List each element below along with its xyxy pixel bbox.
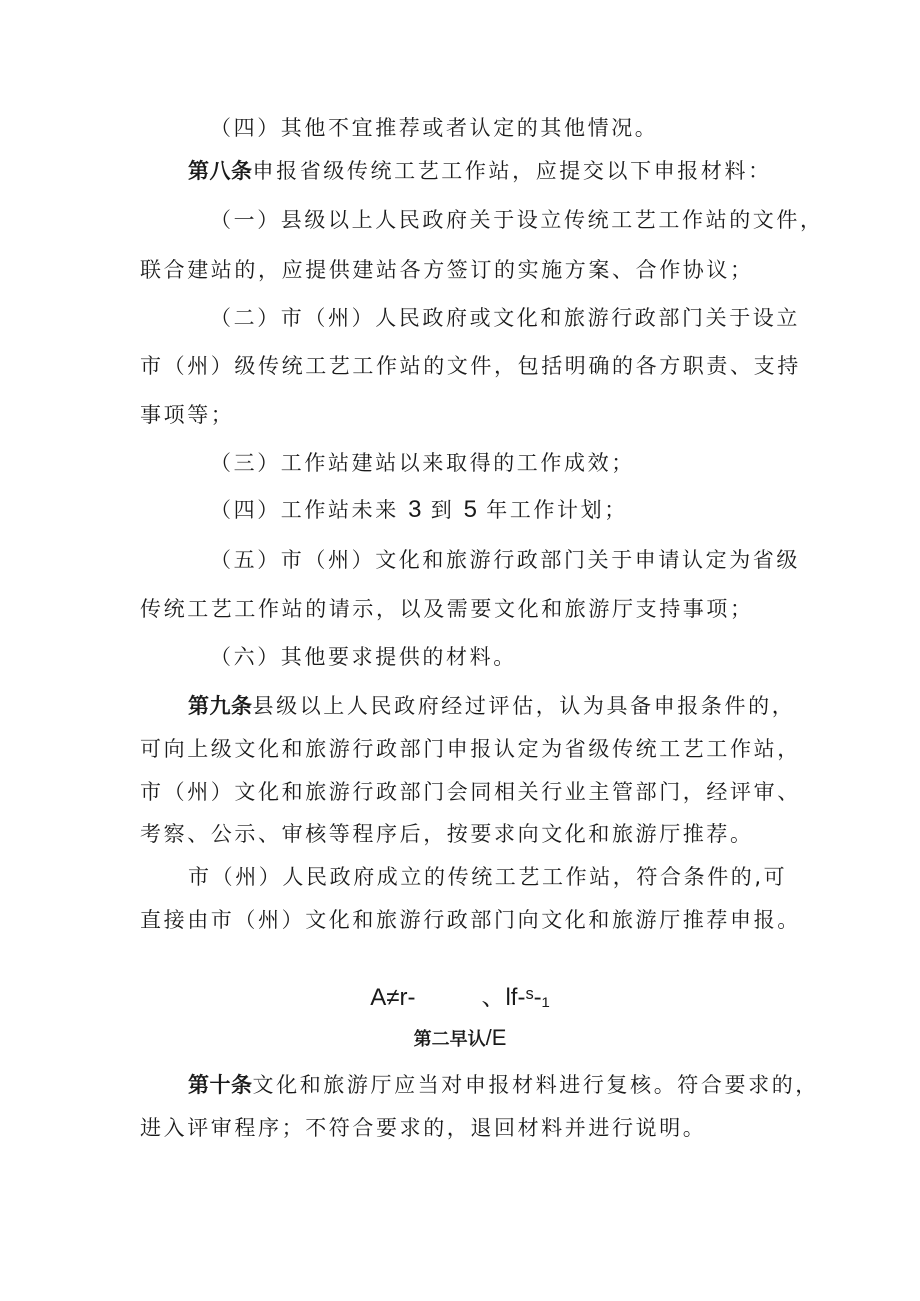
- chapter-heading-left: A≠r-: [370, 984, 416, 1011]
- article-8-text: 申报省级传统工艺工作站，应提交以下申报材料：: [252, 159, 772, 183]
- list-item-5-line-2: 传统工艺工作站的请示，以及需要文化和旅游厅支持事项；: [140, 597, 754, 621]
- list-item-4-post: 年工作计划；: [476, 498, 628, 522]
- list-item-1-line-2: 联合建站的，应提供建站各方签订的实施方案、合作协议；: [140, 258, 754, 282]
- article-8: [188, 157, 772, 185]
- list-item-1-line-1: （一）县级以上人民政府关于设立传统工艺工作站的文件，: [210, 208, 824, 232]
- article-9-text: 县级以上人民政府经过评估，认为具备申报条件的，: [252, 694, 796, 718]
- section-heading-cn: 第二早认: [413, 1029, 486, 1050]
- article-10-text: 文化和旅游厅应当对申报材料进行复核。符合要求的，: [252, 1073, 819, 1097]
- chapter-heading-garbled: [0, 983, 920, 1013]
- article-9-line-4: 考察、公示、审核等程序后，按要求向文化和旅游厅推荐。: [140, 822, 754, 846]
- paragraph-city-line-2: 直接由市（州）文化和旅游行政部门向文化和旅游厅推荐申报。: [140, 908, 801, 932]
- article-9-line-2: 可向上级文化和旅游行政部门申报认定为省级传统工艺工作站，: [140, 737, 801, 761]
- article-10-label: 第十条: [188, 1073, 253, 1097]
- list-item-4-number-3: 3: [408, 496, 422, 523]
- list-item-4: [210, 496, 628, 524]
- list-item-6: （六）其他要求提供的材料。: [210, 645, 517, 669]
- article-10-line-2: 进入评审程序；不符合要求的，退回材料并进行说明。: [140, 1116, 707, 1140]
- article-10: [188, 1071, 819, 1099]
- list-item-4-pre: （四）工作站未来: [210, 498, 409, 522]
- list-item-5-line-1: （五）市（州）文化和旅游行政部门关于申请认定为省级: [210, 548, 800, 572]
- article-9-line-3: 市（州）文化和旅游行政部门会同相关行业主管部门，经评审、: [140, 780, 801, 804]
- list-item-3: （三）工作站建站以来取得的工作成效；: [210, 451, 635, 475]
- article-9-label: 第九条: [188, 694, 253, 718]
- list-item-2-line-1: （二）市（州）人民政府或文化和旅游行政部门关于设立: [210, 306, 800, 330]
- chapter-heading-right: 、lf-ˢ-₁: [481, 984, 550, 1011]
- article-9: [188, 692, 795, 720]
- list-item-2-line-2: 市（州）级传统工艺工作站的文件，包括明确的各方职责、支持: [140, 354, 801, 378]
- section-heading-latin: /E: [485, 1025, 507, 1050]
- list-item-2-line-3: 事项等；: [140, 403, 235, 427]
- list-item-4-number-5: 5: [463, 496, 477, 523]
- paragraph-item-4-other: （四）其他不宜推荐或者认定的其他情况。: [210, 116, 659, 140]
- article-8-label: 第八条: [188, 159, 253, 183]
- section-heading: [0, 1025, 920, 1053]
- list-item-4-mid: 到: [421, 498, 464, 522]
- paragraph-city-line-1: 市（州）人民政府成立的传统工艺工作站，符合条件的,可: [188, 865, 788, 889]
